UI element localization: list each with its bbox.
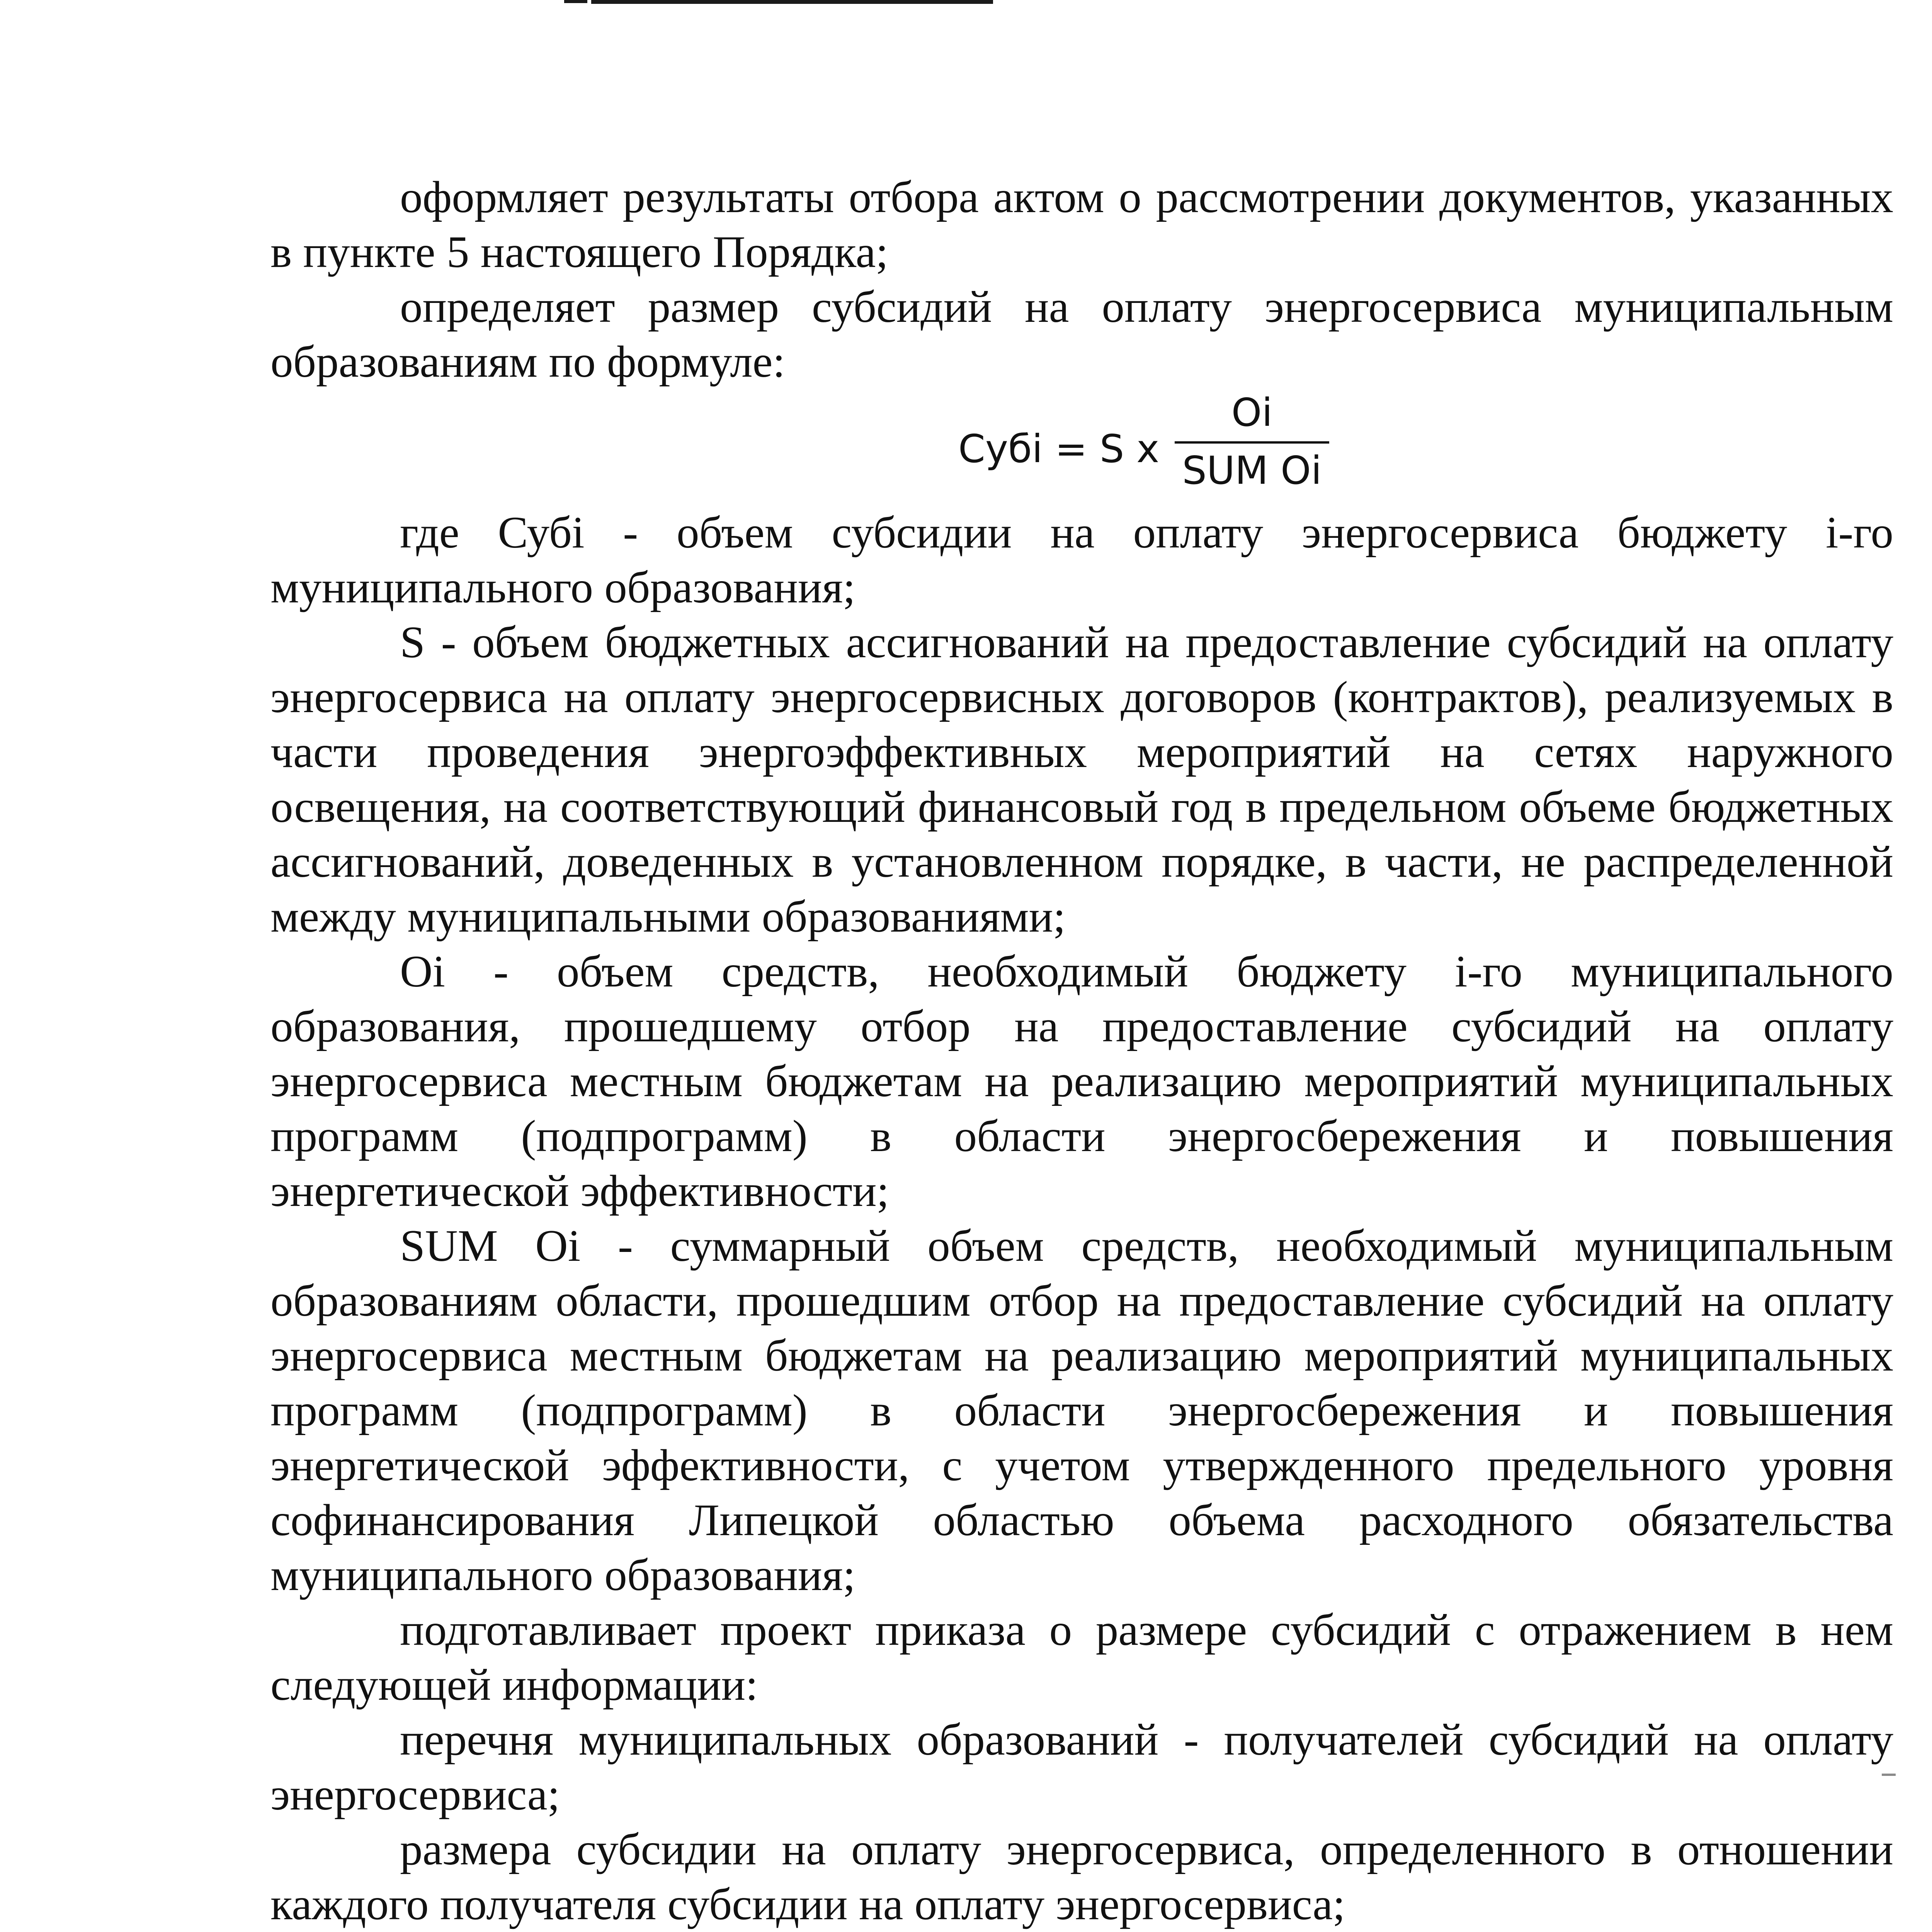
- formula-lhs: Субi = S x: [958, 426, 1160, 471]
- document-page: [270, 170, 1893, 1932]
- paragraph-subsidy-amount: размера субсидии на оплату энергосервиса, определенного в отношении каждого получателя субсидии на оплату энергосервиса;: [270, 1825, 1893, 1929]
- paragraph-subsidy-size: определяет размер субсидий на оплату энергосервиса муниципальным образованиям по формуле:: [270, 282, 1893, 387]
- paragraph-list-recipients: перечня муниципальных образований - получателей субсидий на оплату энергосервиса;: [270, 1715, 1893, 1820]
- paragraph-order-draft: подготавливает проект приказа о размере субсидий с отражением в нем следующей информации:: [270, 1605, 1893, 1710]
- formula-denominator: SUM Oi: [1182, 448, 1322, 493]
- paragraph-def-subi: где Субi - объем субсидии на оплату энергосервиса бюджету i-го муниципального образования;: [270, 508, 1893, 612]
- paragraph-def-s: S - объем бюджетных ассигнований на предоставление субсидий на оплату энергосервиса на оплату энергосервисных договоров (контрактов), реализуемых в части проведения энергоэффективных мероприятий на сетях наружного освещения, на соответствующий финансовый год в предельном объеме бюджетных ассигнований, доведенных в установленном порядке, в части, не распределенной между муниципальными образованиями;: [270, 617, 1893, 942]
- paragraph-def-oi: Oi - объем средств, необходимый бюджету i-го муниципального образования, прошедшему отбор на предоставление субсидий на оплату энергосервиса местным бюджетам на реализацию мероприятий муниципальных программ (подпрограмм) в области энергосбережения и повышения энергетической эффективности;: [270, 947, 1893, 1216]
- scan-artifact-top-line: [591, 0, 993, 4]
- formula-numerator: Oi: [1231, 390, 1273, 435]
- paragraph-results-act: оформляет результаты отбора актом о рассмотрении документов, указанных в пункте 5 настоящего Порядка;: [270, 172, 1893, 277]
- fraction-bar: [1175, 441, 1329, 444]
- scan-artifact-top-mark: [564, 0, 587, 3]
- subsidy-formula: [270, 389, 1893, 505]
- formula-fraction: [1175, 389, 1329, 494]
- paragraph-def-sum-oi: SUM Oi - суммарный объем средств, необходимый муниципальным образованиям области, прошедшим отбор на предоставление субсидий на оплату энергосервиса местным бюджетам на реализацию мероприятий муниципальных программ (подпрограмм) в области энергосбережения и повышения энергетической эффективности, с учетом утвержденного предельного уровня софинансирования Липецкой областью объема расходного обязательства муниципального образования;: [270, 1221, 1893, 1600]
